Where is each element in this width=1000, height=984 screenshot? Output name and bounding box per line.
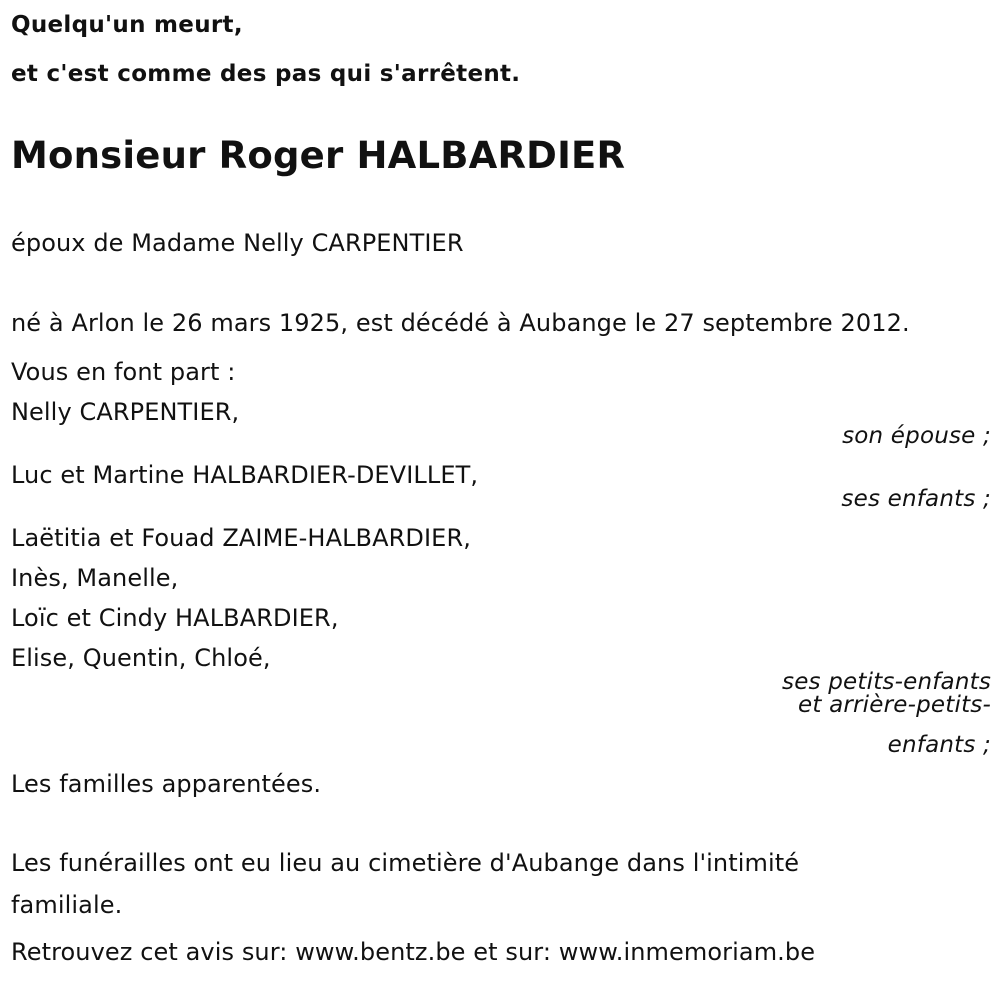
announcement-intro: Vous en font part : [11,358,236,386]
families-line: Les familles apparentées. [11,770,322,798]
grandchildren-line-1: Laëtitia et Fouad ZAIME-HALBARDIER, [11,524,471,552]
deceased-name: Monsieur Roger HALBARDIER [11,134,626,177]
grandchildren-role-line-2: et arrière-petits- [798,692,991,718]
funeral-line-1: Les funérailles ont eu lieu au cimetière d'Aubange dans l'intimité [11,849,800,877]
children-role: ses enfants ; [841,486,991,512]
grandchildren-role-line-3: enfants ; [887,732,991,758]
spouse-name: Nelly CARPENTIER, [11,398,240,426]
children-names: Luc et Martine HALBARDIER-DEVILLET, [11,461,479,489]
grandchildren-line-3: Loïc et Cindy HALBARDIER, [11,604,339,632]
funeral-line-2: familiale. [11,891,123,919]
epigraph-line-1: Quelqu'un meurt, [11,12,243,38]
dates-line: né à Arlon le 26 mars 1925, est décédé à Aubange le 27 septembre 2012. [11,309,910,337]
grandchildren-role-line-1: ses petits-enfants [782,669,991,695]
footer-links: Retrouvez cet avis sur: www.bentz.be et sur: www.inmemoriam.be [11,938,816,966]
spouse-role: son épouse ; [842,423,991,449]
grandchildren-line-4: Elise, Quentin, Chloé, [11,644,271,672]
grandchildren-line-2: Inès, Manelle, [11,564,179,592]
spouse-line: époux de Madame Nelly CARPENTIER [11,229,464,257]
epigraph-line-2: et c'est comme des pas qui s'arrêtent. [11,61,521,87]
